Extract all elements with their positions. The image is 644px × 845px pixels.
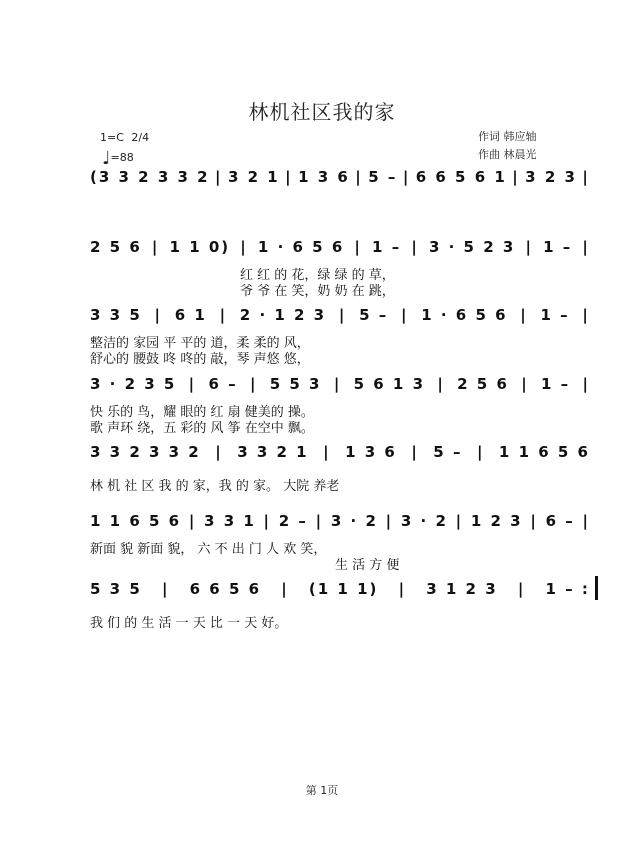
- score-row-5: [90, 441, 590, 511]
- time-signature: 2/4: [131, 131, 150, 144]
- measure: 3 3 1: [204, 512, 256, 530]
- notation-line: (3 3 2 3 3 2 | 3 2 1 | 1 3 6 | 5 – | 6 6 5 6 1 | 3 2 3 |: [90, 168, 590, 186]
- score-row-3: [90, 304, 590, 374]
- quarter-note-icon: ♩: [102, 148, 111, 169]
- notation-line: 3 · 2 3 5 | 6 – | 5 5 3 | 5 6 1 3 | 2 5 6 | 1 – |: [90, 375, 590, 393]
- measure: 6 –: [545, 512, 575, 530]
- score-row-2: [90, 236, 590, 306]
- measure: 5 –: [368, 168, 398, 186]
- measure: (1 1 1): [308, 580, 379, 598]
- measure: (3 3 2 3 3 2: [90, 168, 210, 186]
- lyric-verse-2: 生 活 方 便: [335, 558, 400, 573]
- measure: 1 –: [372, 238, 402, 256]
- key-label: 1=C: [100, 131, 124, 144]
- measure: 1 3 6: [298, 168, 350, 186]
- page-number: 第 1页: [305, 784, 339, 797]
- notation-line: 3 3 2 3 3 2 | 3 3 2 1 | 1 3 6 | 5 – | 1 1 6 5 6: [90, 443, 590, 461]
- measure: 2 · 1 2 3: [239, 306, 327, 324]
- notation-line: 3 3 5 | 6 1 | 2 · 1 2 3 | 5 – | 1 · 6 5 6 | 1 – |: [90, 306, 590, 324]
- measure: 5 3 5: [90, 580, 142, 598]
- measure: 3 · 2: [400, 512, 448, 530]
- song-title: 林机社区我的家: [248, 100, 396, 124]
- composer: 作曲 林晨光: [478, 148, 537, 161]
- measure: 1 · 6 5 6: [257, 238, 345, 256]
- measure: 3 3 5: [90, 306, 142, 324]
- lyric-verse-2: 歌 声环 绕，五 彩的 风 筝 在空中 飘。: [90, 421, 314, 436]
- measure: 1 · 6 5 6: [421, 306, 508, 324]
- lyric-verse-1: 我 们 的 生 活 一 天 比 一 天 好。: [90, 616, 288, 631]
- measure: 6 1: [174, 306, 207, 324]
- lyric-verse-1: 新面 貌 新面 貌， 六 不 出 门 人 欢 笑，: [90, 542, 327, 557]
- measure: 1 –: [540, 306, 570, 324]
- measure: 3 · 5 2 3: [428, 238, 516, 256]
- final-repeat-barline: [595, 576, 598, 600]
- score-row-7: [90, 578, 590, 648]
- lyric-verse-1: 整洁的 家园 平 平的 道，柔 柔的 风，: [90, 336, 310, 351]
- measure: 3 3 2 1: [237, 443, 309, 461]
- measure: 1 1 0): [169, 238, 231, 256]
- credits: [478, 128, 537, 164]
- measure: 3 · 2: [330, 512, 378, 530]
- lyric-verse-1: 林 机 社 区 我 的 家，我 的 家。 大院 养老: [90, 479, 340, 494]
- measure: 5 –: [359, 306, 389, 324]
- key-signature: [100, 131, 149, 144]
- measure: 2 –: [278, 512, 308, 530]
- tempo-value: =88: [110, 151, 134, 164]
- lyric-verse-2: 舒心的 腰鼓 咚 咚的 敲，琴 声悠 悠，: [90, 352, 310, 367]
- measure: 1 1 6 5 6: [498, 443, 590, 461]
- measure: 3 2 1: [227, 168, 280, 186]
- measure: 1 2 3: [470, 512, 523, 530]
- measure: 1 1 6 5 6: [90, 512, 182, 530]
- measure: 3 · 2 3 5: [90, 375, 177, 393]
- lyric-verse-1: 红 红 的 花，绿 绿 的 草，: [240, 268, 395, 283]
- notation-line: 5 3 5 | 6 6 5 6 | (1 1 1) | 3 1 2 3 | 1 – :: [90, 580, 590, 598]
- measure: 3 3 2 3 3 2: [90, 443, 201, 461]
- score-row-4: [90, 373, 590, 443]
- notation-line: 2 5 6 | 1 1 0) | 1 · 6 5 6 | 1 – | 3 · 5 2 3 | 1 – |: [90, 238, 590, 256]
- lyricist: 作词 韩应轴: [478, 130, 537, 143]
- measure: 6 –: [208, 375, 238, 393]
- measure: 6 6 5 6: [189, 580, 262, 598]
- score-row-6: [90, 510, 590, 580]
- measure: 5 –: [433, 443, 463, 461]
- measure: 1 – :: [545, 580, 590, 598]
- measure: 1 –: [541, 375, 571, 393]
- measure: 2 5 6: [90, 238, 142, 256]
- notation-line: 1 1 6 5 6 | 3 3 1 | 2 – | 3 · 2 | 3 · 2 | 1 2 3 | 6 – |: [90, 512, 590, 530]
- lyric-verse-2: 爷 爷 在 笑，奶 奶 在 跳，: [240, 284, 395, 299]
- measure: 1 3 6: [345, 443, 397, 461]
- measure: 5 6 1 3: [353, 375, 426, 393]
- measure: 1 –: [543, 238, 573, 256]
- measure: 2 5 6: [457, 375, 509, 393]
- measure: 3 1 2 3: [426, 580, 498, 598]
- lyric-verse-1: 快 乐的 鸟，耀 眼的 红 扇 健美的 操。: [90, 405, 314, 420]
- measure: 5 5 3: [269, 375, 322, 393]
- measure: 3 2 3: [525, 168, 577, 186]
- score-row-1: [90, 166, 590, 236]
- measure: 6 6 5 6 1: [415, 168, 507, 186]
